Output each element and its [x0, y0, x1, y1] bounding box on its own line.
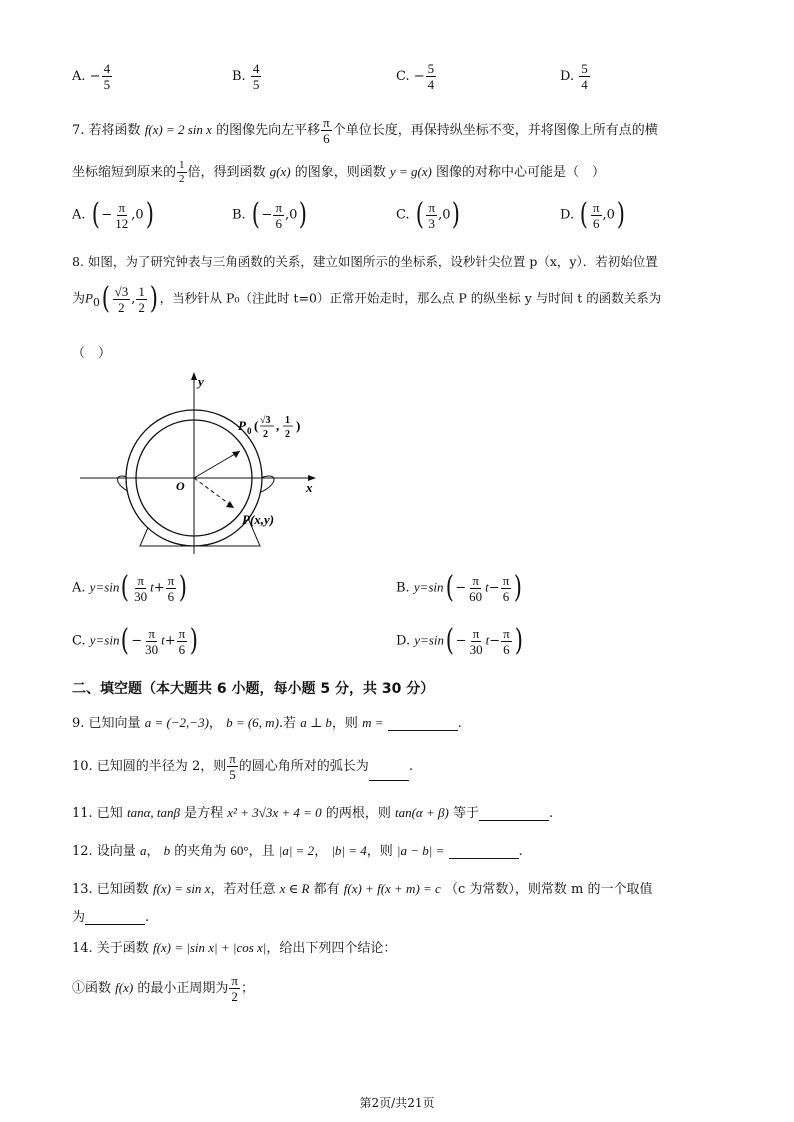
numerator: π	[231, 973, 238, 988]
q8-option-d	[396, 623, 524, 658]
denominator: 5	[229, 767, 236, 782]
option-label: D.	[396, 633, 411, 649]
sign: −	[131, 633, 143, 649]
q6-option-d	[560, 62, 591, 91]
denominator: 6	[275, 215, 282, 231]
p0-y-denominator: 2	[285, 429, 290, 440]
q8-line1: 8. 如图，为了研究钟表与三角函数的关系，建立如图所示的坐标系，设秒针尖位置 p（x，y）．若初始位置	[72, 254, 658, 269]
equation: f(x) + f(x + m) = c	[343, 881, 441, 896]
p0-comma: ,	[276, 418, 280, 433]
function-expression: f(x) = 2 sin x	[144, 122, 212, 137]
numerator: π	[472, 572, 479, 588]
fraction	[113, 201, 130, 230]
denominator: 60	[469, 588, 483, 604]
right-paren: )	[514, 570, 523, 605]
p0-y-numerator: 1	[285, 415, 290, 426]
option-label: C.	[396, 207, 410, 223]
text: 11. 已知	[72, 806, 123, 821]
numerator: π	[275, 199, 283, 215]
p0-close-paren: )	[296, 418, 301, 433]
fraction	[177, 160, 187, 185]
function-name: y=sin	[414, 632, 444, 648]
text: ①函数	[72, 981, 112, 996]
fraction	[467, 574, 484, 603]
numerator: π	[229, 751, 236, 766]
denominator: 30	[134, 588, 148, 604]
answer-blank[interactable]	[388, 730, 458, 731]
denominator: 6	[503, 641, 510, 657]
magnitude-a: |a| = 2	[278, 843, 315, 858]
text: 的两根，则	[325, 806, 391, 821]
numerator: 4	[103, 61, 111, 76]
text: 为	[72, 910, 86, 925]
right-paren: )	[616, 197, 625, 232]
text: .	[408, 759, 413, 774]
q7-option-d	[560, 197, 627, 232]
point-label: P	[85, 290, 93, 306]
text: ,0	[131, 207, 144, 223]
option-label: D.	[560, 207, 575, 223]
text: 的图像先向左平移	[216, 123, 321, 138]
text: ，给出下列四个结论：	[266, 941, 397, 956]
denominator: 30	[469, 641, 483, 657]
equation: x² + 3√3x + 4 = 0	[227, 805, 322, 820]
q9	[72, 712, 462, 731]
left-paren: (	[415, 197, 424, 232]
numerator: π	[118, 199, 126, 215]
numerator: 4	[252, 61, 260, 76]
text: 14. 关于函数	[72, 941, 149, 956]
option-label: C.	[72, 633, 86, 649]
function-expression: g(x)	[269, 164, 291, 179]
subscript: 0	[92, 296, 100, 310]
text: 的夹角为	[174, 844, 227, 859]
fraction	[426, 201, 437, 230]
q7-option-b	[232, 197, 309, 232]
text: .	[457, 716, 462, 731]
fraction	[166, 574, 177, 603]
operator: −	[489, 633, 501, 649]
text: 的图象，则函数	[294, 165, 386, 180]
text: ，若对任意	[210, 882, 276, 897]
fraction	[591, 201, 602, 230]
variable: t	[485, 579, 489, 595]
p0-open-paren: (	[254, 418, 259, 433]
tangent-sum: tan(α + β)	[394, 805, 449, 820]
option-label: D.	[560, 69, 575, 84]
right-paren: )	[145, 197, 154, 232]
denominator: 3	[428, 215, 436, 231]
q8-line2: 为$P_0$( $\frac{√3}{2}$ , $\frac{1}{2}$ ) ，当秒针从 P₀（注此时 t=0）正常开始走时，那么点 P 的纵坐标 y 与时间 t 的函数关系为	[72, 281, 662, 316]
denominator: 6	[323, 131, 330, 146]
operator: +	[153, 580, 165, 596]
numerator: π	[148, 625, 155, 641]
fraction	[251, 62, 262, 91]
text: ，	[208, 716, 222, 731]
option-label: C.	[396, 69, 410, 84]
q13-line2	[72, 906, 149, 925]
q7-line1	[72, 116, 658, 145]
text: 是方程	[184, 806, 224, 821]
left-paren: (	[91, 197, 100, 232]
numerator: π	[137, 572, 144, 588]
text: 的最小正周期为	[137, 981, 229, 996]
answer-blank[interactable]	[85, 924, 145, 925]
fraction	[426, 62, 437, 91]
vector-a: a	[139, 843, 147, 858]
p-label: P(x,y)	[242, 512, 275, 527]
q7-line2	[72, 160, 605, 185]
sign: −	[261, 207, 273, 223]
option-label: A.	[72, 580, 86, 596]
denominator: 4	[427, 77, 435, 92]
function-name: y=sin	[89, 579, 120, 595]
tangent-pair: tanα, tanβ	[126, 805, 180, 820]
fraction	[501, 574, 512, 603]
p0-x-numerator: √3	[260, 415, 271, 426]
text: .	[518, 844, 523, 859]
variable: t	[161, 632, 165, 648]
numerator: π	[178, 625, 186, 641]
text: 为	[72, 291, 86, 307]
left-paren: (	[579, 197, 589, 232]
denominator: 6	[502, 588, 510, 604]
option-label: A.	[72, 69, 86, 84]
sign: −	[101, 207, 113, 223]
text: 都有	[313, 882, 340, 897]
text: 等于	[452, 806, 479, 821]
q8-line3: （ ）	[72, 346, 112, 361]
text: .	[145, 910, 150, 925]
text: 的圆心角所对的弧长为	[238, 759, 369, 774]
function-expression: f(x) = sin x	[152, 881, 211, 896]
q7-option-a	[72, 197, 155, 232]
right-paren: )	[299, 197, 308, 232]
function-expression: y = g(x)	[389, 164, 432, 179]
sign: −	[455, 633, 467, 649]
variable: t	[485, 632, 490, 648]
y-axis-label: y	[198, 374, 204, 389]
fraction	[143, 627, 160, 656]
q7-option-c	[396, 197, 462, 232]
sign: −	[413, 69, 425, 84]
option-label: B.	[396, 580, 410, 596]
option-label: B.	[232, 69, 246, 84]
numerator: π	[502, 572, 510, 588]
text: 13. 已知函数	[72, 882, 149, 897]
denominator: 2	[118, 299, 125, 315]
left-paren: (	[121, 623, 130, 658]
p0-label: P	[238, 418, 246, 433]
text: ,0	[285, 207, 298, 223]
q6-option-a	[72, 62, 113, 91]
page-footer: 第2页/共21页	[359, 1096, 435, 1110]
fraction	[321, 116, 332, 145]
p0-subscript: 0	[247, 426, 252, 436]
text: .	[548, 806, 554, 821]
numerator: π	[167, 572, 175, 588]
expression: |a − b| =	[396, 843, 445, 858]
function-expression: f(x) = |sin x| + |cos x|	[152, 940, 267, 955]
fraction	[177, 627, 188, 656]
fraction	[227, 752, 238, 781]
option-label: B.	[232, 207, 246, 223]
answer-blank[interactable]	[479, 820, 549, 821]
q8-option-c	[72, 623, 200, 658]
fraction	[468, 627, 485, 656]
text: ，	[146, 844, 160, 859]
text: ，则	[366, 844, 393, 859]
condition: x ∈ R	[279, 881, 310, 896]
q10	[72, 752, 413, 781]
text: 图像的对称中心可能是（ ）	[436, 165, 606, 180]
fraction	[273, 201, 284, 230]
text: ，且	[248, 844, 275, 859]
text: ，当秒针从 P₀（注此时 t=0）正常开始走时，那么点 P 的纵坐标 y 与时间 t 的函数关系为	[159, 290, 662, 306]
left-paren: (	[445, 623, 454, 658]
text: ,0	[602, 207, 615, 223]
right-paren: )	[178, 570, 188, 605]
q12	[72, 840, 523, 859]
option-label: A.	[72, 207, 86, 223]
text: 10. 已知圆的半径为 2，则	[72, 759, 227, 774]
answer-blank[interactable]	[369, 780, 409, 781]
denominator: 4	[581, 77, 588, 92]
fraction	[102, 62, 113, 91]
left-paren: (	[251, 197, 260, 232]
numerator: 1	[138, 283, 145, 299]
q11	[72, 802, 553, 821]
p0-x-denominator: 2	[263, 429, 268, 440]
denominator: 30	[145, 641, 159, 657]
q14-item1	[72, 974, 254, 1003]
denominator: 6	[592, 215, 600, 231]
clock-figure	[72, 368, 332, 558]
function-name: y=sin	[89, 632, 120, 648]
fraction	[579, 62, 590, 91]
variable: t	[150, 579, 154, 595]
numerator: π	[472, 625, 480, 641]
text: ，	[314, 844, 328, 859]
denominator: 5	[103, 77, 111, 92]
text: 个单位长度，再保持纵坐标不变，并将图像上所有点的横	[332, 123, 658, 138]
right-paren: )	[189, 623, 199, 658]
sign: −	[455, 580, 467, 596]
fraction	[501, 627, 512, 656]
left-paren: (	[121, 570, 130, 605]
text: 倍，得到函数	[187, 165, 266, 180]
function-name: y=sin	[413, 579, 444, 595]
denominator: 2	[138, 299, 145, 315]
fraction	[113, 285, 131, 314]
magnitude-b: |b| = 4	[331, 843, 367, 858]
text: 9. 已知向量	[72, 716, 141, 731]
vector-b: b	[163, 843, 171, 858]
right-paren: )	[149, 281, 158, 316]
vector-b: b = (6, m)	[226, 715, 279, 730]
numerator: π	[428, 199, 436, 215]
perpendicular-condition: a ⊥ b	[300, 715, 332, 730]
text: ，则	[331, 716, 358, 731]
left-paren: (	[101, 281, 110, 316]
text: 坐标缩短到原来的	[72, 165, 177, 180]
numerator: 5	[581, 61, 588, 76]
numerator: π	[323, 115, 330, 130]
text: 12. 设向量	[72, 844, 136, 859]
operator: −	[488, 580, 500, 596]
fraction	[136, 285, 147, 314]
text: .若	[278, 716, 297, 731]
text: 7. 若将函数	[72, 123, 141, 138]
denominator: 6	[178, 641, 186, 657]
q13-line1	[72, 878, 652, 897]
denominator: 2	[179, 173, 185, 185]
right-paren: )	[452, 197, 461, 232]
text: ；	[240, 981, 254, 996]
numerator: π	[592, 199, 600, 215]
left-paren: (	[445, 570, 454, 605]
operator: +	[164, 633, 176, 649]
answer-blank[interactable]	[449, 858, 519, 859]
q6-option-b	[232, 62, 262, 91]
fraction	[229, 974, 240, 1003]
q6-option-c	[396, 62, 437, 91]
vector-a: a = (−2,−3)	[144, 715, 209, 730]
section-heading: 二、填空题（本大题共 6 小题，每小题 5 分，共 30 分）	[72, 681, 435, 697]
denominator: 12	[115, 215, 129, 231]
denominator: 6	[167, 588, 175, 604]
numerator: √3	[114, 283, 129, 299]
numerator: π	[503, 625, 510, 641]
denominator: 5	[252, 77, 260, 92]
q8-option-a	[72, 570, 189, 605]
numerator: 5	[427, 61, 435, 76]
function-expression: f(x)	[115, 980, 134, 995]
sign: −	[89, 69, 101, 84]
text: （c 为常数），则常数 m 的一个取值	[444, 882, 653, 897]
fraction	[132, 574, 149, 603]
angle: 60°	[230, 843, 249, 858]
origin-label: O	[176, 479, 185, 493]
q14-stem	[72, 937, 396, 956]
y-axis-arrow	[191, 372, 197, 380]
x-axis-label: x	[306, 480, 313, 495]
variable: m =	[362, 715, 384, 730]
numerator: 1	[179, 159, 185, 171]
text: ,0	[438, 207, 451, 223]
right-paren: )	[514, 623, 523, 658]
denominator: 2	[231, 989, 238, 1004]
q8-option-b	[396, 570, 524, 605]
